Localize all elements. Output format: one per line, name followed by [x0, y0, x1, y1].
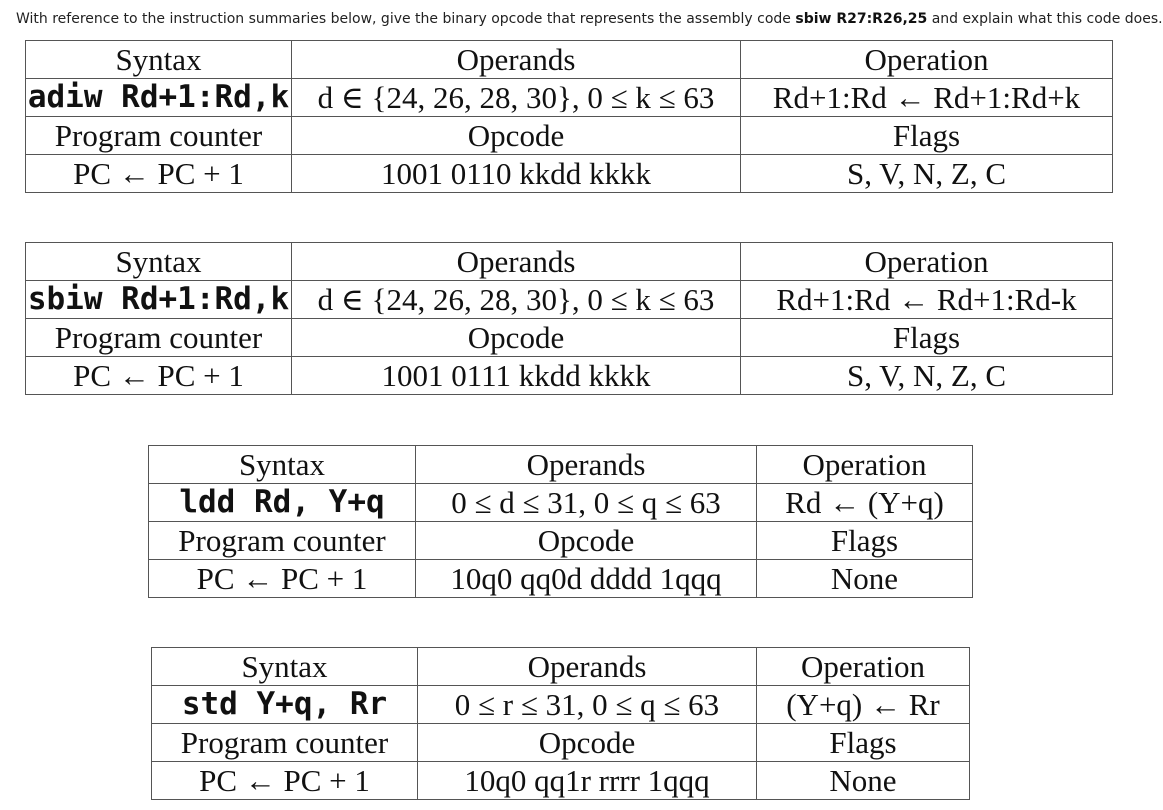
operands-header: Operands [292, 41, 741, 79]
operands-header: Operands [418, 648, 757, 686]
operation-cell: Rd+1:Rd ← Rd+1:Rd-k [741, 281, 1113, 319]
table-row [152, 648, 970, 686]
operation-header: Operation [757, 648, 970, 686]
operation-header: Operation [741, 41, 1113, 79]
operands-cell: 0 ≤ d ≤ 31, 0 ≤ q ≤ 63 [416, 484, 757, 522]
program-counter-header: Program counter [152, 724, 418, 762]
program-counter-header: Program counter [26, 117, 292, 155]
table-row [152, 686, 970, 724]
table-row [26, 41, 1113, 79]
program-counter-header: Program counter [149, 522, 416, 560]
program-counter-cell: PC ← PC + 1 [26, 357, 292, 395]
operands-cell: d ∈ {24, 26, 28, 30}, 0 ≤ k ≤ 63 [292, 79, 741, 117]
table-row [152, 724, 970, 762]
program-counter-cell: PC ← PC + 1 [149, 560, 416, 598]
opcode-header: Opcode [418, 724, 757, 762]
table-row [152, 762, 970, 800]
operation-cell: Rd+1:Rd ← Rd+1:Rd+k [741, 79, 1113, 117]
opcode-header: Opcode [292, 319, 741, 357]
operands-header: Operands [292, 243, 741, 281]
ldd-summary-table [148, 445, 973, 598]
operands-cell: 0 ≤ r ≤ 31, 0 ≤ q ≤ 63 [418, 686, 757, 724]
opcode-cell: 1001 0111 kkdd kkkk [292, 357, 741, 395]
program-counter-cell: PC ← PC + 1 [26, 155, 292, 193]
syntax-cell: ldd Rd, Y+q [149, 484, 416, 522]
flags-cell: None [757, 762, 970, 800]
syntax-header: Syntax [26, 243, 292, 281]
opcode-cell: 1001 0110 kkdd kkkk [292, 155, 741, 193]
flags-header: Flags [741, 319, 1113, 357]
flags-cell: S, V, N, Z, C [741, 357, 1113, 395]
table-row [149, 484, 973, 522]
syntax-header: Syntax [152, 648, 418, 686]
adiw-summary-table [25, 40, 1113, 193]
syntax-cell: sbiw Rd+1:Rd,k [26, 281, 292, 319]
sbiw-summary-table [25, 242, 1113, 395]
operands-cell: d ∈ {24, 26, 28, 30}, 0 ≤ k ≤ 63 [292, 281, 741, 319]
table-row [149, 446, 973, 484]
operation-cell: Rd ← (Y+q) [757, 484, 973, 522]
table-row [26, 357, 1113, 395]
table-row [26, 243, 1113, 281]
question-prefix: With reference to the instruction summaries below, give the binary opcode that represents the assembly code [16, 11, 796, 27]
syntax-cell: adiw Rd+1:Rd,k [26, 79, 292, 117]
table-row [26, 281, 1113, 319]
opcode-header: Opcode [416, 522, 757, 560]
question-text [16, 11, 1163, 27]
flags-cell: None [757, 560, 973, 598]
table-row [26, 79, 1113, 117]
table-row [149, 522, 973, 560]
opcode-cell: 10q0 qq1r rrrr 1qqq [418, 762, 757, 800]
flags-header: Flags [741, 117, 1113, 155]
syntax-header: Syntax [149, 446, 416, 484]
table-row [26, 319, 1113, 357]
operands-header: Operands [416, 446, 757, 484]
flags-header: Flags [757, 522, 973, 560]
syntax-cell: std Y+q, Rr [152, 686, 418, 724]
table-row [26, 155, 1113, 193]
opcode-cell: 10q0 qq0d dddd 1qqq [416, 560, 757, 598]
std-summary-table [151, 647, 970, 800]
flags-cell: S, V, N, Z, C [741, 155, 1113, 193]
opcode-header: Opcode [292, 117, 741, 155]
operation-header: Operation [757, 446, 973, 484]
question-code: sbiw R27:R26,25 [795, 11, 928, 27]
flags-header: Flags [757, 724, 970, 762]
program-counter-header: Program counter [26, 319, 292, 357]
program-counter-cell: PC ← PC + 1 [152, 762, 418, 800]
operation-cell: (Y+q) ← Rr [757, 686, 970, 724]
table-row [26, 117, 1113, 155]
table-row [149, 560, 973, 598]
question-suffix: and explain what this code does. [927, 11, 1163, 27]
operation-header: Operation [741, 243, 1113, 281]
syntax-header: Syntax [26, 41, 292, 79]
